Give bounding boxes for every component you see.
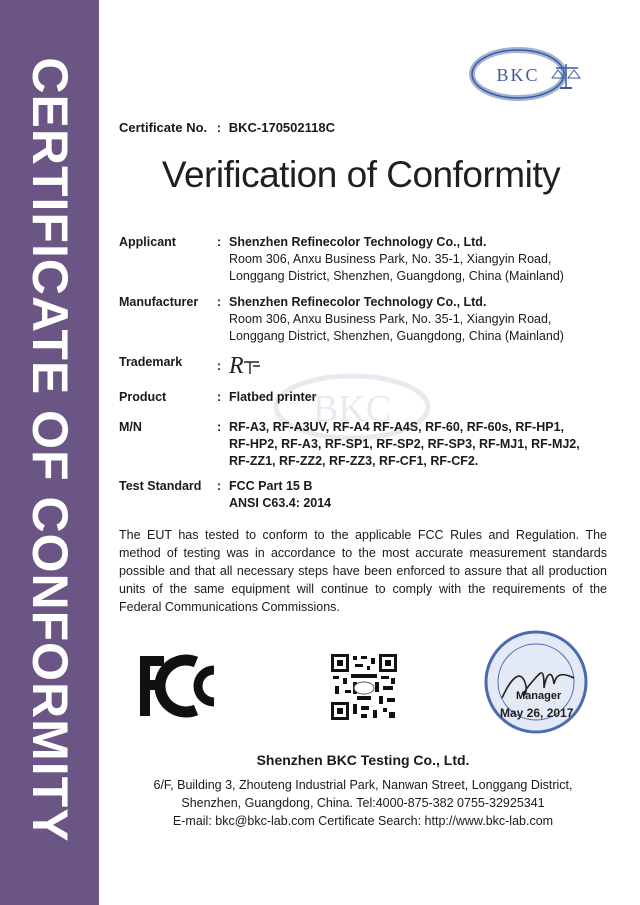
model-label: M/N [119,420,142,434]
manufacturer-label: Manufacturer [119,295,199,309]
bkc-logo-text: BKC [496,65,540,85]
standard-colon: : [217,479,222,493]
product-value: Flatbed printer [229,390,317,404]
manufacturer-address-line2: Longgang District, Shenzhen, Guangdong, China (Mainland) [229,329,564,343]
certificate-number-value: BKC-170502118C [228,120,335,135]
standard-label: Test Standard [119,479,202,493]
model-line2: RF-HP2, RF-A3, RF-SP1, RF-SP2, RF-SP3, RF-MJ1, RF-MJ2, [229,437,580,451]
issuer-address-line2: Shenzhen, Guangdong, China. Tel:4000-875-382 0755-32925341 [181,796,545,810]
certificate-number-colon: : [216,120,222,135]
side-banner [0,0,99,905]
trademark-logo [229,352,265,378]
page-title: Verification of Conformity [161,154,561,195]
conformity-statement: The EUT has tested to conform to the applicable FCC Rules and Regulation. The method of testing was in accordance to the most accurate measurement standards possible and that all necessary steps have been enforced to assure that all production units of the same equipment will continue to comply with the requirements of the Federal Communications Commissions. [119,528,607,614]
issuer-company: Shenzhen BKC Testing Co., Ltd. [256,752,470,768]
fcc-logo [138,654,226,718]
standard-line1: FCC Part 15 B [229,479,313,493]
trademark-colon: : [217,359,222,373]
model-line3: RF-ZZ1, RF-ZZ2, RF-ZZ3, RF-CF1, RF-CF2. [229,454,479,468]
qr-code [331,654,397,720]
applicant-address-line2: Longgang District, Shenzhen, Guangdong, China (Mainland) [229,269,564,283]
manufacturer-colon: : [217,295,222,309]
side-banner-text: CERTIFICATE OF CONFORMITY [22,57,78,843]
trademark-label: Trademark [119,355,183,369]
trademark-logo-letter: R [229,353,244,378]
model-colon: : [217,420,222,434]
model-line1: RF-A3, RF-A3UV, RF-A4 RF-A4S, RF-60, RF-60s, RF-HP1, [229,420,564,434]
applicant-name: Shenzhen Refinecolor Technology Co., Ltd. [229,235,487,249]
issuer-contact-line: E-mail: bkc@bkc-lab.com Certificate Search: http://www.bkc-lab.com [172,814,554,828]
manufacturer-address-line1: Room 306, Anxu Business Park, No. 35-1, Xiangyin Road, [229,312,552,326]
standard-line2: ANSI C63.4: 2014 [229,496,332,510]
bkc-logo [466,44,586,116]
product-colon: : [217,390,222,404]
signature-date: May 26, 2017 [500,706,574,720]
certificate-number-label: Certificate No. [119,120,208,135]
manufacturer-name: Shenzhen Refinecolor Technology Co., Ltd. [229,295,487,309]
issuer-address-line1: 6/F, Building 3, Zhouteng Industrial Park, Nanwan Street, Longgang District, [153,778,573,792]
signature-role: Manager [516,690,562,702]
applicant-address-line1: Room 306, Anxu Business Park, No. 35-1, Xiangyin Road, [229,252,552,266]
product-label: Product [119,390,167,404]
certificate-number-row [119,120,335,135]
bkc-watermark-text: BKC [312,388,392,430]
applicant-colon: : [217,235,222,249]
applicant-label: Applicant [119,235,176,249]
